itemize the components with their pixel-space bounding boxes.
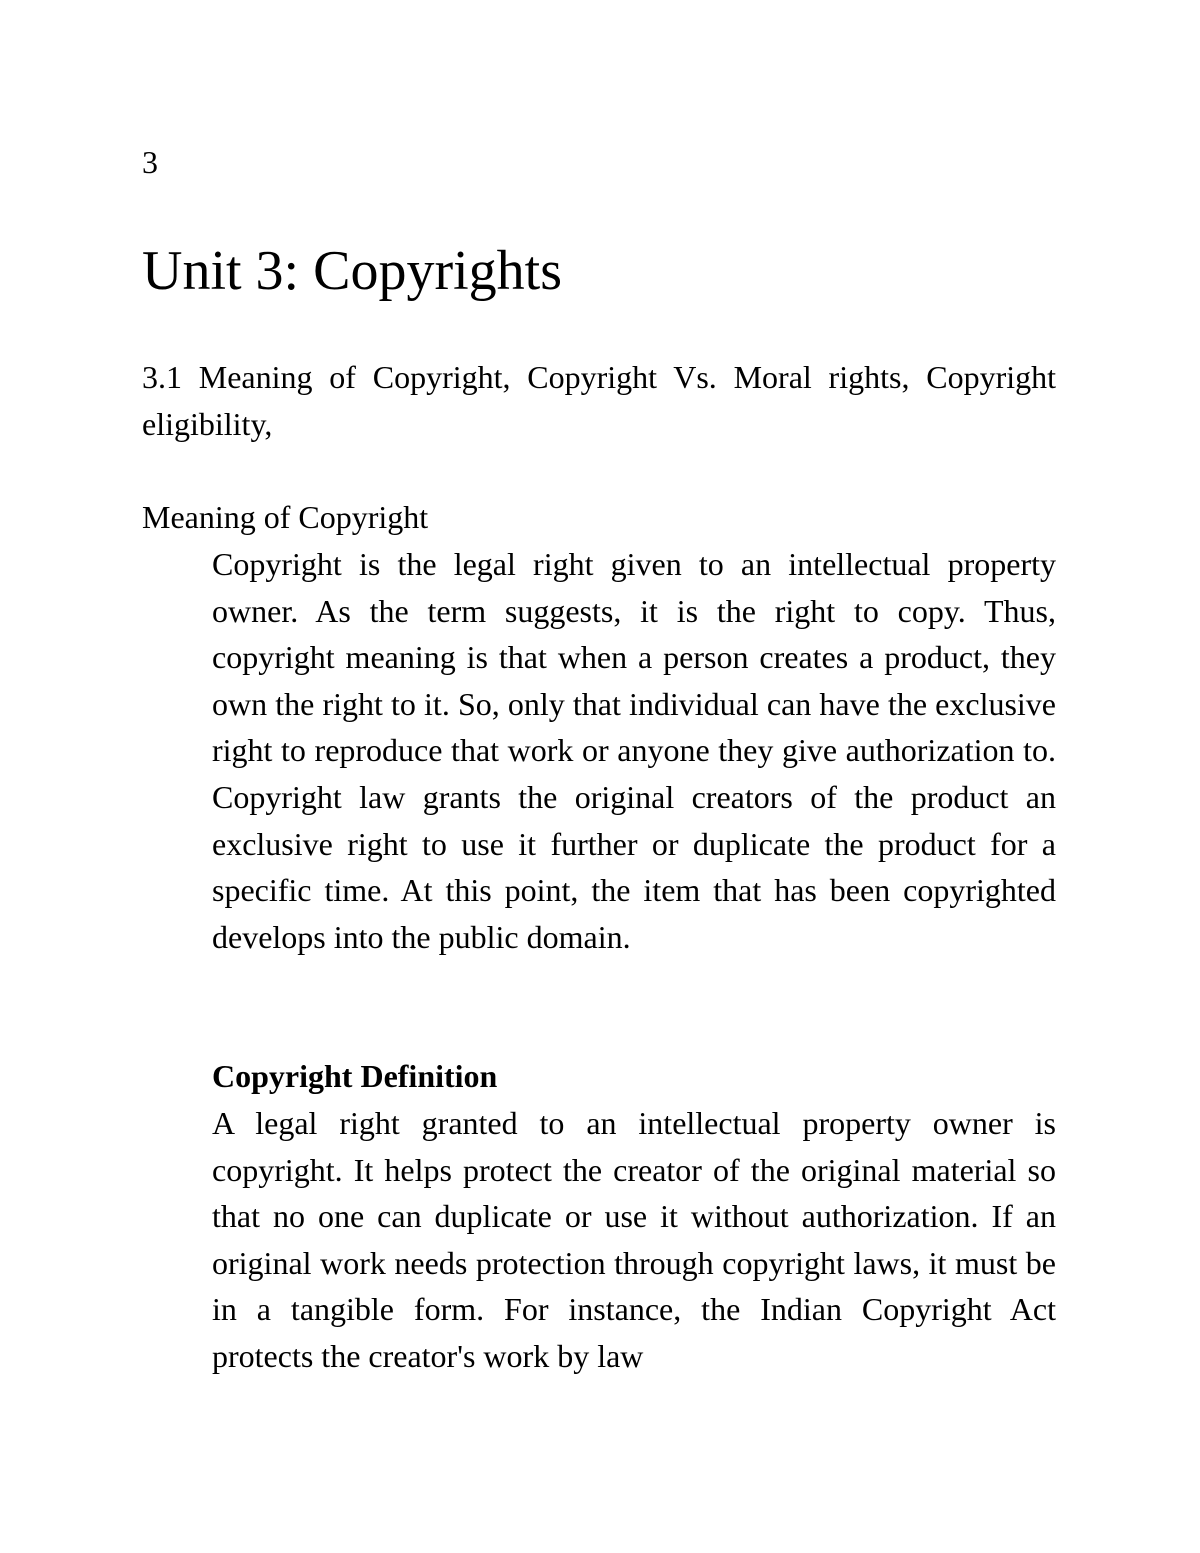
- section-heading: 3.1 Meaning of Copyright, Copyright Vs. Moral rights, Copyright eligibility,: [142, 359, 1056, 442]
- meaning-paragraph: Copyright is the legal right given to an intellectual property owner. As the term suggests, it is the right to copy. Thus, copyright meaning is that when a person creates a product, they own the right to it. So, only that individual can have the exclusive right to reproduce that work or anyone they give authorization to. Copyright law grants the original creators of the product an exclusive right to use it further or duplicate the product for a specific time. At this point, the item that has been copyrighted develops into the public domain.: [212, 546, 1056, 955]
- meaning-heading: Meaning of Copyright: [142, 499, 429, 535]
- unit-title: Unit 3: Copyrights: [142, 240, 563, 302]
- page-number: 3: [142, 144, 158, 180]
- definition-paragraph: A legal right granted to an intellectual property owner is copyright. It helps protect the creator of the original material so that no one can duplicate or use it without authorization. If an original work needs protection through copyright laws, it must be in a tangible form. For instance, the Indian Copyright Act protects the creator's work by law: [212, 1105, 1056, 1374]
- definition-heading: Copyright Definition: [212, 1058, 498, 1094]
